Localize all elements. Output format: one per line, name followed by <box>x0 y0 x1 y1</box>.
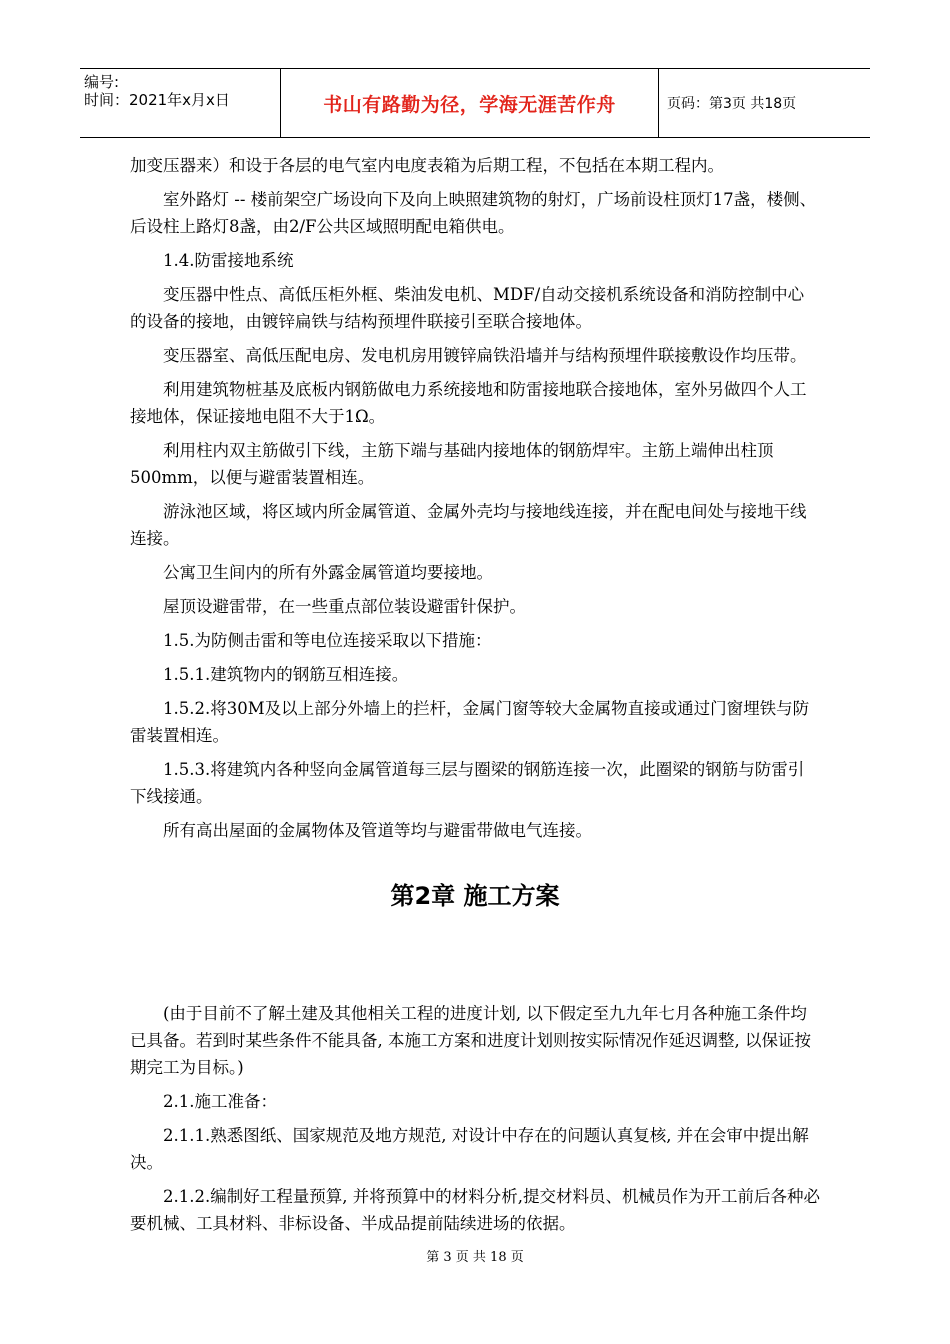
paragraph: 1.5.1.建筑物内的钢筋互相连接。 <box>163 665 409 684</box>
section-heading: 1.5.为防侧击雷和等电位连接采取以下措施： <box>163 631 492 650</box>
paragraph: 1.5.3.将建筑内各种竖向金属管道每三层与圈梁的钢筋连接一次，此圈梁的钢筋与防雷引下线接通。 <box>130 760 805 806</box>
page-header <box>80 68 870 138</box>
header-motto: 书山有路勤为径，学海无涯苦作舟 <box>281 69 659 137</box>
section-heading: 1.4.防雷接地系统 <box>163 251 294 270</box>
body-section-1 <box>130 152 820 851</box>
chapter-title: 第2章 施工方案 <box>390 882 560 910</box>
page-footer: 第 3 页 共 18 页 <box>426 1250 524 1265</box>
header-meta <box>80 69 281 137</box>
paragraph: 所有高出屋面的金属物体及管道等均与避雷带做电气连接。 <box>163 821 592 840</box>
paragraph: 1.5.2.将30M及以上部分外墙上的拦杆，金属门窗等较大金属物直接或通过门窗埋铁与防雷装置相连。 <box>130 699 810 745</box>
document-number-label: 编号: <box>84 73 120 91</box>
header-page-info: 页码：第3页 共18页 <box>667 96 797 112</box>
paragraph: 加变压器来）和设于各层的电气室内电度表箱为后期工程，不包括在本期工程内。 <box>130 156 724 175</box>
paragraph: 游泳池区域，将区域内所金属管道、金属外壳均与接地线连接，并在配电间处与接地干线连接。 <box>130 502 807 548</box>
body-section-2 <box>130 1000 820 1244</box>
paragraph: 变压器室、高低压配电房、发电机房用镀锌扁铁沿墙并与结构预埋件联接敷设作均压带。 <box>163 346 807 365</box>
paragraph: (由于目前不了解土建及其他相关工程的进度计划, 以下假定至九九年七月各种施工条件均已具备。若到时某些条件不能具备, 本施工方案和进度计划则按实际情况作延迟调整, 以保证按期完工为目标。) <box>130 1004 811 1077</box>
paragraph: 利用柱内双主筋做引下线，主筋下端与基础内接地体的钢筋焊牢。主筋上端伸出柱顶500mm，以便与避雷装置相连。 <box>130 441 774 487</box>
paragraph: 利用建筑物桩基及底板内钢筋做电力系统接地和防雷接地联合接地体，室外另做四个人工接地体，保证接地电阻不大于1Ω。 <box>130 380 807 426</box>
section-heading: 2.1.施工准备： <box>163 1092 277 1111</box>
paragraph: 室外路灯 -- 楼前架空广场设向下及向上映照建筑物的射灯，广场前设柱顶灯17盏，楼侧、后设柱上路灯8盏，由2/F公共区域照明配电箱供电。 <box>130 190 817 236</box>
paragraph: 2.1.1.熟悉图纸、国家规范及地方规范, 对设计中存在的问题认真复核, 并在会审中提出解决。 <box>130 1126 809 1172</box>
paragraph: 变压器中性点、高低压柜外框、柴油发电机、MDF/自动交接机系统设备和消防控制中心的设备的接地，由镀锌扁铁与结构预埋件联接引至联合接地体。 <box>130 285 805 331</box>
paragraph: 屋顶设避雷带，在一些重点部位装设避雷针保护。 <box>163 597 526 616</box>
paragraph: 2.1.2.编制好工程量预算, 并将预算中的材料分析,提交材料员、机械员作为开工前后各种必要机械、工具材料、非标设备、半成品提前陆续进场的依据。 <box>130 1187 820 1233</box>
paragraph: 公寓卫生间内的所有外露金属管道均要接地。 <box>163 563 493 582</box>
document-date: 时间：2021年x月x日 <box>84 91 230 109</box>
